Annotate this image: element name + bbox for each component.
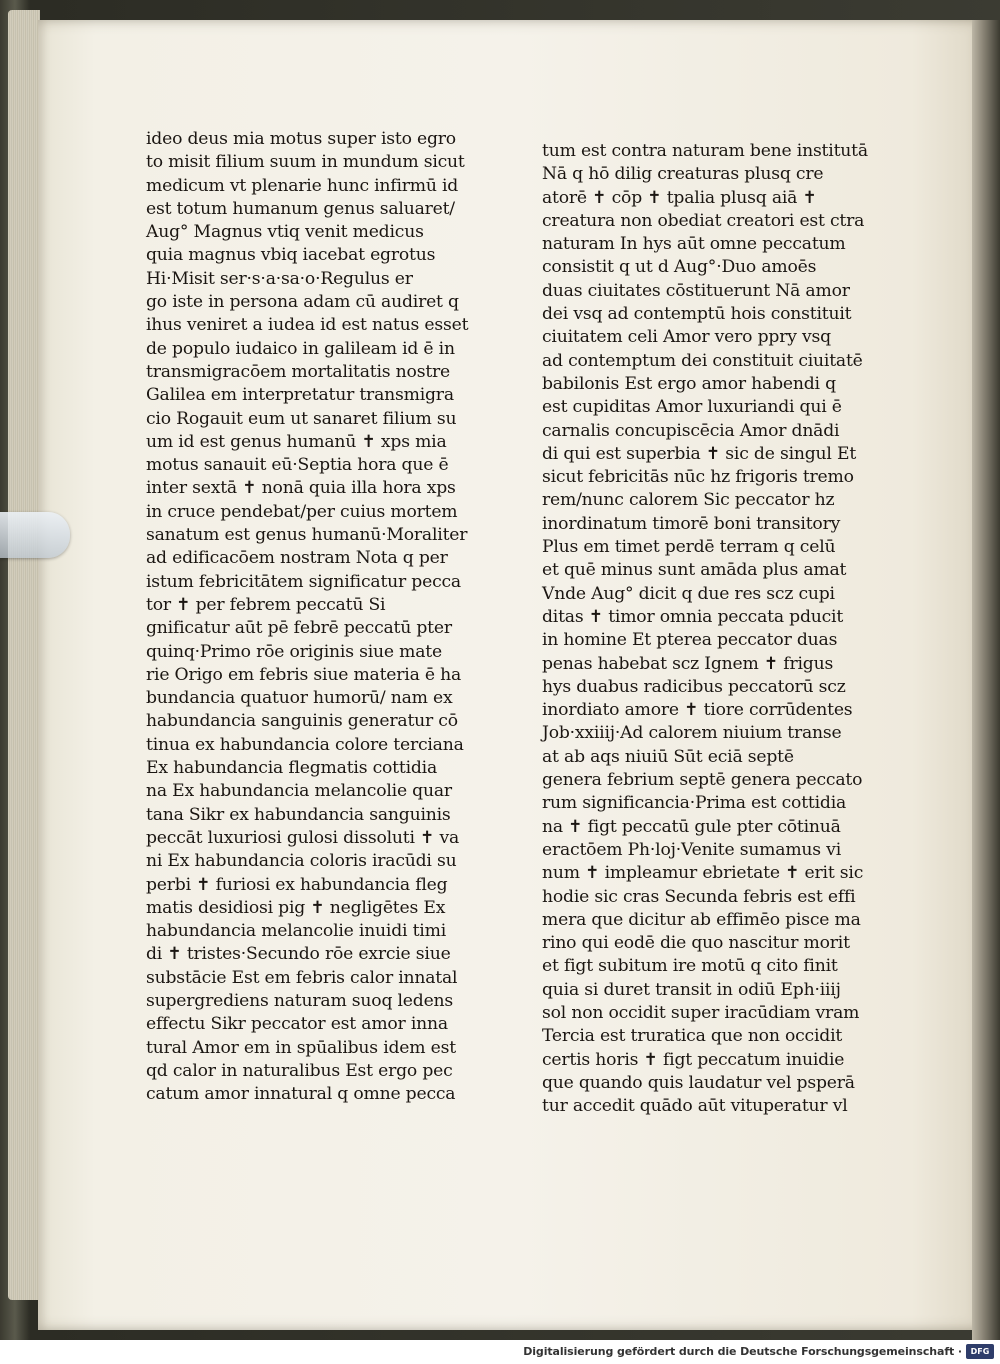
text-line: hodie sic cras Secunda febris est effi [542, 886, 856, 907]
text-line: cio Rogauit eum ut sanaret filium su [146, 408, 457, 429]
text-line: est cupiditas Amor luxuriandi qui ē [542, 397, 842, 418]
text-line: Hi·Misit ser·s·a·sa·o·Regulus er [146, 268, 413, 289]
text-line: matis desidiosi pig ✝ negligētes Ex [146, 897, 446, 918]
text-line: at ab aqs niuiū Sūt eciā septē [542, 746, 794, 767]
text-line: tinua ex habundancia colore terciana [146, 734, 464, 755]
text-line: supergrediens naturam suoq ledens [146, 990, 454, 1011]
text-line: Nā q hō dilig creaturas plusq cre [542, 164, 824, 185]
text-line: quia magnus vbiq iacebat egrotus [146, 245, 436, 266]
text-line: genera febrium septē genera peccato [542, 770, 863, 791]
text-line: transmigracōem mortalitatis nostre [146, 361, 451, 382]
text-line: consistit q ut d Aug°·Duo amoēs [542, 257, 817, 278]
text-line: ihus veniret a iudea id est natus esset [146, 315, 469, 336]
text-line: catum amor innatural q omne pecca [146, 1084, 456, 1105]
text-line: Galilea em interpretatur transmigra [146, 385, 454, 406]
text-line: dei vsq ad contemptū hois constituit [542, 304, 852, 325]
text-line: inter sextā ✝ nonā quia illa hora xps [146, 478, 456, 499]
text-line: go iste in persona adam cū audiret q [146, 292, 459, 313]
text-line: peccāt luxuriosi gulosi dissoluti ✝ va [146, 827, 460, 848]
text-line: Vnde Aug° dicit q due res scz cupi [542, 583, 835, 604]
text-line: istum febricitātem significatur pecca [146, 571, 461, 592]
text-line: sicut febricitās nūc hz frigoris tremo [542, 467, 854, 488]
text-line: gnificatur aūt pē febrē peccatū pter [146, 618, 452, 639]
text-line: Tercia est truratica que non occidit [542, 1026, 843, 1047]
text-line: inordinatum timorē boni transitory [542, 513, 841, 534]
text-line: ad edificacōem nostram Nota q per [146, 548, 448, 569]
left-text-column [146, 128, 468, 1106]
text-line: duas ciuitates cōstituerunt Nā amor [542, 280, 850, 301]
text-line: ad contemptum dei constituit ciuitatē [542, 350, 863, 371]
text-line: di qui est superbia ✝ sic de singul Et [542, 443, 857, 464]
text-line: perbi ✝ furiosi ex habundancia fleg [146, 874, 448, 895]
text-line: certis horis ✝ figt peccatum inuidie [542, 1049, 845, 1070]
text-line: est totum humanum genus saluaret/ [146, 198, 455, 219]
funding-credit: Digitalisierung gefördert durch die Deutsche Forschungsgemeinschaft · [523, 1345, 962, 1358]
text-line: tana Sikr ex habundancia sanguinis [146, 804, 451, 825]
binding-edge [972, 20, 1000, 1340]
text-line: quia si duret transit in odiū Eph·iiij [542, 979, 841, 1000]
text-line: babilonis Est ergo amor habendi q [542, 373, 836, 394]
text-line: sol non occidit super iracūdiam vram [542, 1002, 860, 1023]
text-line: habundancia melancolie inuidi timi [146, 921, 446, 942]
text-line: to misit filium suum in mundum sicut [146, 152, 465, 173]
text-line: rie Origo em febris siue materia ē ha [146, 664, 462, 685]
text-line: carnalis concupiscēcia Amor dnādi [542, 420, 840, 441]
text-line: Aug° Magnus vtiq venit medicus [146, 222, 424, 243]
text-line: habundancia sanguinis generatur cō [146, 711, 458, 732]
text-line: substācie Est em febris calor innatal [146, 967, 458, 988]
text-line: hys duabus radicibus peccatorū scz [542, 676, 846, 697]
text-line: Job·xxiiij·Ad calorem niuium transe [542, 723, 842, 744]
text-line: num ✝ impleamur ebrietate ✝ erit sic [542, 863, 864, 884]
right-text-column [542, 140, 876, 1118]
text-line: tum est contra naturam bene institutā [542, 141, 868, 161]
text-line: tural Amor em in spūalibus idem est [146, 1037, 456, 1058]
text-line: et quē minus sunt amāda plus amat [542, 560, 847, 581]
text-line: rum significancia·Prima est cottidia [542, 793, 847, 814]
text-line: qd calor in naturalibus Est ergo pec [146, 1060, 453, 1081]
text-line: tur accedit quādo aūt vituperatur vl [542, 1096, 848, 1117]
text-line: effectu Sikr peccator est amor inna [146, 1014, 448, 1035]
text-line: rem/nunc calorem Sic peccator hz [542, 490, 835, 511]
text-line: di ✝ tristes·Secundo rōe exrcie siue [146, 944, 451, 965]
text-line: ni Ex habundancia coloris iracūdi su [146, 851, 457, 872]
text-line: in homine Et pterea peccator duas [542, 630, 838, 651]
digitization-footer [0, 1340, 1000, 1364]
text-line: tor ✝ per febrem peccatū Si [146, 594, 386, 615]
text-line: et figt subitum ire motū q cito finit [542, 956, 838, 977]
text-line: um id est genus humanū ✝ xps mia [146, 431, 447, 452]
text-line: in cruce pendebat/per cuius mortem [146, 501, 458, 522]
text-line: Ex habundancia flegmatis cottidia [146, 758, 438, 779]
text-line: mera que dicitur ab effimēo pisce ma [542, 909, 861, 930]
text-line: na Ex habundancia melancolie quar [146, 781, 452, 802]
text-line: eractōem Ph·loj·Venite sumamus vi [542, 839, 841, 860]
text-line: sanatum est genus humanū·Moraliter [146, 525, 468, 546]
text-line: creatura non obediat creatori est ctra [542, 210, 865, 231]
page-edge-stack [8, 10, 40, 1300]
text-line: ditas ✝ timor omnia peccata pducit [542, 606, 844, 627]
text-line: quinq·Primo rōe originis siue mate [146, 641, 442, 662]
bookmark-tab [0, 512, 70, 558]
text-line: ideo deus mia motus super isto egro [146, 129, 456, 149]
text-line: medicum vt plenarie hunc infirmū id [146, 175, 459, 196]
text-line: bundancia quatuor humorū/ nam ex [146, 688, 453, 709]
text-line: rino qui eodē die quo nascitur morit [542, 933, 850, 954]
text-line: Plus em timet perdē terram q celū [542, 537, 836, 558]
dfg-logo: DFG [966, 1344, 994, 1359]
text-line: que quando quis laudatur vel psperā [542, 1072, 855, 1093]
text-line: ciuitatem celi Amor vero ppry vsq [542, 327, 831, 348]
text-line: penas habebat scz Ignem ✝ frigus [542, 653, 834, 674]
text-line: inordiato amore ✝ tiore corrūdentes [542, 700, 853, 721]
text-line: na ✝ figt peccatū gule pter cōtinuā [542, 816, 841, 837]
text-line: motus sanauit eū·Septia hora que ē [146, 455, 449, 476]
text-line: naturam In hys aūt omne peccatum [542, 234, 846, 255]
text-line: atorē ✝ cōp ✝ tpalia plusq aiā ✝ [542, 187, 817, 208]
text-line: de populo iudaico in galileam id ē in [146, 338, 455, 359]
